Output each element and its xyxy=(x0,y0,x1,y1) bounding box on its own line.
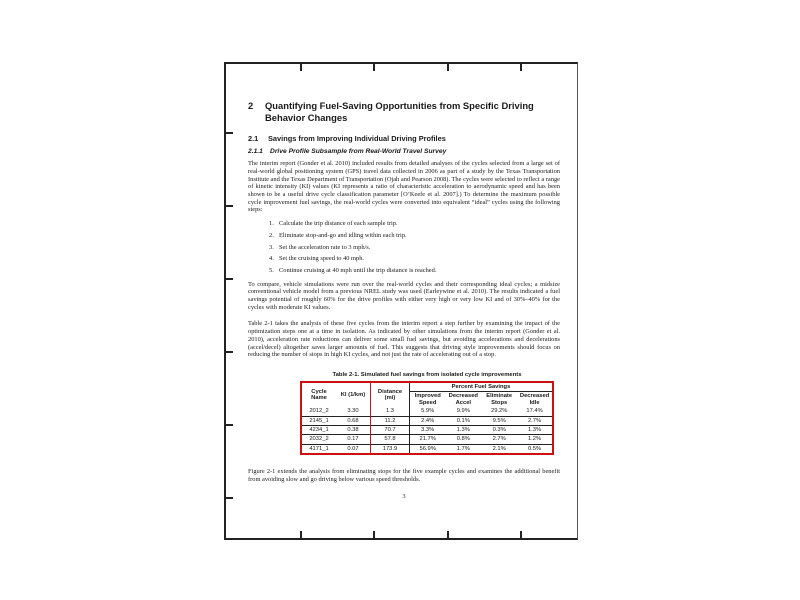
list-item-text: Continue cruising at 40 mph until the trip distance is reached. xyxy=(279,266,437,274)
paragraph-intro: The interim report (Gonder et al. 2010) included results from detailed analyses of the cycles selected from a large set of real-world global positioning system (GPS) travel data collected in 2006 as part of a study by the Texas Transportation Institute and the Texas Department of Transportation (Ojah and Pearson 2008). The cycles were selected to reflect a range of kinetic intensity (KI) values (KI represents a ratio of characteristic acceleration to aerodynamic speed and has been shown to be a useful drive cycle classification parameter [O’Keefe et al. 2007].) To determine the maximum possible cycle improvement fuel savings, the real-world cycles were converted into equivalent “ideal” cycles using the following steps: xyxy=(248,160,560,214)
cell-cycle-name: 2032_2 xyxy=(301,435,336,444)
cell-decreased-accel: 0.8% xyxy=(445,435,481,444)
cell-cycle-name: 4171_1 xyxy=(301,444,336,454)
cell-decreased-accel: 1.7% xyxy=(445,444,481,454)
ruler-tick xyxy=(226,278,233,280)
ruler-tick xyxy=(373,531,375,538)
table-row xyxy=(301,444,553,454)
cell-distance: 70.7 xyxy=(371,426,410,435)
cell-eliminate-stops: 29.2% xyxy=(490,408,508,415)
table-row xyxy=(301,407,553,416)
ruler-tick xyxy=(373,64,375,71)
cell-distance: 11.2 xyxy=(371,416,410,425)
cell-ki: 0.68 xyxy=(336,416,371,425)
subsubsection-number: 2.1.1 xyxy=(248,148,263,156)
list-item xyxy=(269,267,560,275)
cell-ki: 0.17 xyxy=(336,435,371,444)
paragraph-comparison: To compare, vehicle simulations were run over the real-world cycles and their corresponding ideal cycles; a midsize conventional vehicle model from a previous NREL study was used (Earleywine et al. 2010). The results indicated a fuel savings potential of roughly 60% for the drive profiles with either very high or very low KI and of 30%–40% for the cycles with moderate KI values. xyxy=(248,280,560,311)
cell-eliminate-stops: 2.7% xyxy=(481,435,517,444)
ruler-tick xyxy=(447,64,449,71)
paragraph-figure-reference: Figure 2-1 extends the analysis from eliminating stops for the five example cycles and examines the additional benefit from avoiding slow and go driving below various speed thresholds. xyxy=(248,468,560,483)
cell-improved-speed: 2.4% xyxy=(410,416,446,425)
cell-improved-speed: 5.9% xyxy=(421,408,435,415)
cell-decreased-idle: 0.5% xyxy=(517,444,553,454)
table-row xyxy=(301,416,553,425)
cell-eliminate-stops: 9.5% xyxy=(481,416,517,425)
cell-ki: 0.07 xyxy=(336,444,371,454)
cell-decreased-idle: 2.7% xyxy=(517,416,553,425)
list-item xyxy=(269,255,560,263)
cell-ki: 3.30 xyxy=(336,407,371,416)
cell-decreased-accel: 1.3% xyxy=(445,426,481,435)
cell-eliminate-stops: 2.1% xyxy=(481,444,517,454)
list-item-text: Set the cruising speed to 40 mph. xyxy=(279,255,365,263)
paragraph-table-discussion: Table 2-1 takes the analysis of these five cycles from the interim report a step further by examining the impact of the optimization steps one at a time in isolation. As indicated by other simulations from the interim report (Gonder et al. 2010), acceleration rate reductions can deliver some small fuel savings, but avoiding accelerations and decelerations (accel/decel) altogether saves larger amounts of fuel. This suggests that driving style improvements should focus on reducing the number of stops in high KI cycles, and not just the rate of accelerating out of a stop. xyxy=(248,320,560,359)
table-body xyxy=(301,407,553,454)
table-row xyxy=(301,426,553,435)
cell-decreased-idle: 17.4% xyxy=(526,408,543,415)
list-item-number: 2. xyxy=(269,231,274,239)
table-header xyxy=(301,382,553,407)
page-frame xyxy=(224,62,578,540)
subsubsection-heading xyxy=(248,148,560,156)
list-item-number: 5. xyxy=(269,266,274,274)
cell-decreased-accel: 0.1% xyxy=(445,416,481,425)
cell-cycle-name: 4234_1 xyxy=(301,426,336,435)
section-heading xyxy=(248,100,560,123)
list-item-text: Set the acceleration rate to 3 mph/s. xyxy=(279,243,371,251)
ruler-tick xyxy=(226,497,233,499)
section-title: Quantifying Fuel-Saving Opportunities from Specific Driving Behavior Changes xyxy=(265,100,534,123)
ruler-tick xyxy=(520,64,522,71)
header-eliminate-stops: Eliminate Stops xyxy=(486,393,513,406)
header-improved-speed: Improved Speed xyxy=(414,393,441,406)
cell-decreased-accel: 9.9% xyxy=(456,408,470,415)
cell-eliminate-stops: 0.3% xyxy=(481,426,517,435)
list-item-text: Calculate the trip distance of each sample trip. xyxy=(279,220,398,228)
cell-distance: 173.9 xyxy=(371,444,410,454)
subsection-number: 2.1 xyxy=(248,134,259,144)
ruler-tick xyxy=(520,531,522,538)
ruler-tick xyxy=(300,531,302,538)
ruler-tick xyxy=(226,205,233,207)
ruler-tick xyxy=(226,424,233,426)
list-item-number: 3. xyxy=(269,243,274,251)
ruler-tick xyxy=(447,531,449,538)
document-page xyxy=(248,100,560,500)
cell-decreased-idle: 1.3% xyxy=(517,426,553,435)
header-group-percent-fuel-savings: Percent Fuel Savings xyxy=(410,382,554,392)
table-row xyxy=(301,435,553,444)
cell-improved-speed: 21.7% xyxy=(410,435,446,444)
header-distance: Distance (mi) xyxy=(371,382,410,407)
cell-cycle-name: 2012_2 xyxy=(309,408,329,415)
cell-cycle-name: 2145_1 xyxy=(301,416,336,425)
cell-decreased-idle: 1.2% xyxy=(517,435,553,444)
page-number: 3 xyxy=(402,492,406,500)
numbered-list xyxy=(269,220,560,275)
cell-distance: 57.8 xyxy=(371,435,410,444)
header-decreased-accel: Decreased Accel xyxy=(448,393,478,406)
table-caption: Table 2-1. Simulated fuel savings from isolated cycle improvements xyxy=(332,371,522,378)
subsection-title: Savings from Improving Individual Driving Profiles xyxy=(268,134,446,144)
ruler-tick xyxy=(226,132,233,134)
list-item xyxy=(269,232,560,240)
list-item xyxy=(269,220,560,228)
header-ki: KI (1/km) xyxy=(336,382,371,407)
list-item xyxy=(269,244,560,252)
header-decreased-idle: Decreased Idle xyxy=(519,393,550,406)
section-number: 2 xyxy=(248,100,254,111)
cell-ki: 0.38 xyxy=(336,426,371,435)
header-cycle-name: Cycle Name xyxy=(311,388,327,402)
cell-improved-speed: 3.3% xyxy=(410,426,446,435)
list-item-number: 1. xyxy=(269,220,274,228)
cell-improved-speed: 56.9% xyxy=(410,444,446,454)
ruler-tick xyxy=(300,64,302,71)
subsubsection-title: Drive Profile Subsample from Real-World Travel Survey xyxy=(270,148,447,156)
ruler-tick xyxy=(226,351,233,353)
subsection-heading xyxy=(248,134,560,143)
cell-distance: 1.3 xyxy=(371,407,410,416)
table-block xyxy=(300,372,554,455)
list-item-text: Eliminate stop-and-go and idling within each trip. xyxy=(279,231,407,239)
fuel-savings-table xyxy=(300,381,554,455)
list-item-number: 4. xyxy=(269,255,274,263)
